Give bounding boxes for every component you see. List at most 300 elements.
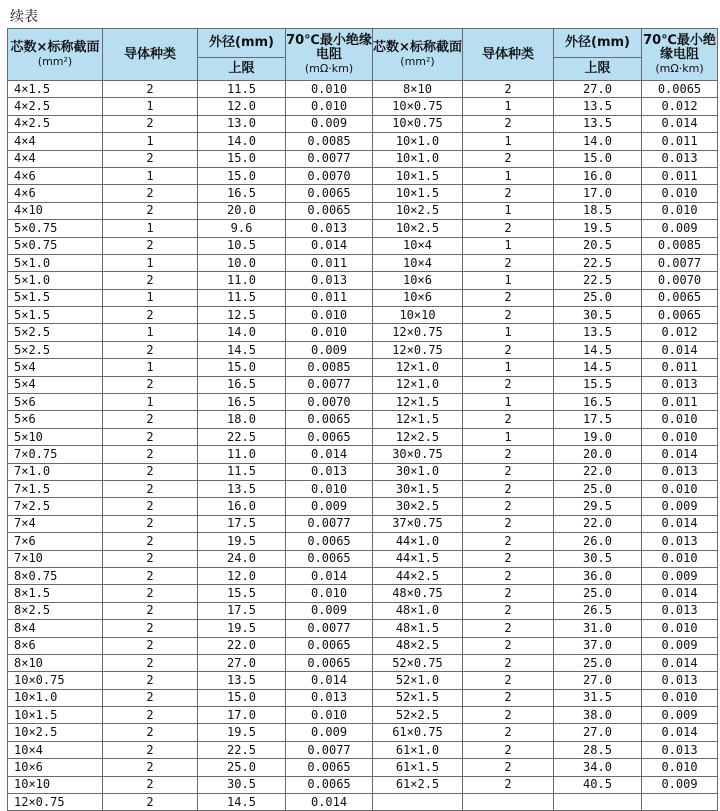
spec-cell: 10×0.75	[373, 115, 463, 132]
outer-diameter-cell: 19.5	[198, 724, 286, 741]
insulation-resistance-cell: 0.010	[286, 307, 373, 324]
table-row	[8, 394, 718, 411]
outer-diameter-cell: 12.5	[198, 307, 286, 324]
table-row	[8, 794, 718, 811]
outer-diameter-cell: 20.0	[554, 446, 642, 463]
conductor-type-cell: 2	[463, 307, 554, 324]
insulation-resistance-cell: 0.0077	[286, 741, 373, 758]
conductor-type-cell: 2	[103, 620, 198, 637]
insulation-resistance-cell: 0.0085	[286, 133, 373, 150]
insulation-resistance-cell: 0.010	[642, 428, 718, 445]
spec-cell: 37×0.75	[373, 515, 463, 532]
conductor-type-cell: 2	[463, 115, 554, 132]
spec-cell: 7×1.0	[8, 463, 103, 480]
conductor-type-cell: 1	[103, 254, 198, 271]
outer-diameter-cell: 13.5	[554, 324, 642, 341]
outer-diameter-cell: 13.5	[198, 480, 286, 497]
insulation-resistance-cell: 0.010	[642, 202, 718, 219]
insulation-resistance-cell: 0.013	[642, 741, 718, 758]
spec-cell: 5×4	[8, 359, 103, 376]
outer-diameter-cell: 18.0	[198, 411, 286, 428]
insulation-resistance-cell: 0.014	[286, 446, 373, 463]
table-row	[8, 585, 718, 602]
spec-cell: 5×1.0	[8, 272, 103, 289]
conductor-type-cell: 2	[463, 463, 554, 480]
table-row	[8, 759, 718, 776]
insulation-resistance-cell: 0.0065	[642, 81, 718, 98]
spec-cell: 7×4	[8, 515, 103, 532]
insulation-resistance-cell: 0.0065	[286, 550, 373, 567]
table-row	[8, 185, 718, 202]
outer-diameter-cell	[554, 794, 642, 811]
outer-diameter-cell: 17.5	[554, 411, 642, 428]
insulation-resistance-cell: 0.0070	[286, 394, 373, 411]
spec-cell: 12×1.5	[373, 394, 463, 411]
insulation-resistance-cell: 0.011	[286, 289, 373, 306]
spec-cell: 12×2.5	[373, 428, 463, 445]
outer-diameter-cell: 16.5	[198, 376, 286, 393]
outer-diameter-cell: 27.0	[554, 81, 642, 98]
spec-cell: 61×2.5	[373, 776, 463, 793]
spec-cell: 52×1.5	[373, 689, 463, 706]
conductor-type-cell: 2	[463, 672, 554, 689]
outer-diameter-cell: 14.0	[554, 133, 642, 150]
insulation-resistance-cell: 0.009	[286, 115, 373, 132]
insulation-resistance-cell: 0.013	[642, 463, 718, 480]
insulation-resistance-cell: 0.011	[642, 133, 718, 150]
insulation-resistance-cell: 0.009	[286, 602, 373, 619]
outer-diameter-cell: 22.5	[198, 428, 286, 445]
conductor-type-cell: 2	[103, 376, 198, 393]
table-row	[8, 515, 718, 532]
table-row	[8, 672, 718, 689]
outer-diameter-cell: 16.0	[554, 167, 642, 184]
conductor-type-cell: 2	[463, 150, 554, 167]
insulation-resistance-cell: 0.014	[642, 446, 718, 463]
conductor-type-cell: 2	[463, 741, 554, 758]
insulation-resistance-cell: 0.014	[642, 115, 718, 132]
conductor-type-cell: 2	[103, 724, 198, 741]
table-row	[8, 428, 718, 445]
insulation-resistance-cell: 0.014	[642, 724, 718, 741]
conductor-type-cell: 2	[463, 567, 554, 584]
spec-cell: 48×2.5	[373, 637, 463, 654]
conductor-type-cell: 2	[103, 672, 198, 689]
outer-diameter-cell: 16.5	[554, 394, 642, 411]
outer-diameter-cell: 25.0	[554, 654, 642, 671]
conductor-type-cell: 2	[103, 550, 198, 567]
outer-diameter-cell: 14.0	[198, 324, 286, 341]
spec-cell: 10×6	[373, 289, 463, 306]
insulation-resistance-cell: 0.013	[642, 602, 718, 619]
insulation-resistance-cell: 0.010	[286, 480, 373, 497]
insulation-resistance-cell: 0.014	[286, 567, 373, 584]
spec-cell: 30×1.5	[373, 480, 463, 497]
spec-cell: 7×6	[8, 533, 103, 550]
insulation-resistance-cell: 0.010	[286, 707, 373, 724]
insulation-resistance-cell: 0.014	[642, 515, 718, 532]
spec-cell: 5×10	[8, 428, 103, 445]
table-row	[8, 411, 718, 428]
spec-cell: 5×1.5	[8, 307, 103, 324]
header-spec-right	[373, 29, 463, 81]
insulation-resistance-cell: 0.011	[642, 167, 718, 184]
outer-diameter-cell: 22.5	[554, 272, 642, 289]
outer-diameter-cell: 31.5	[554, 689, 642, 706]
conductor-type-cell: 2	[103, 272, 198, 289]
insulation-resistance-cell: 0.010	[286, 81, 373, 98]
outer-diameter-cell: 19.5	[198, 533, 286, 550]
spec-cell: 61×1.0	[373, 741, 463, 758]
insulation-resistance-cell: 0.0065	[286, 637, 373, 654]
conductor-type-cell: 2	[103, 202, 198, 219]
insulation-resistance-cell: 0.0065	[286, 533, 373, 550]
table-row	[8, 359, 718, 376]
insulation-resistance-cell: 0.010	[286, 98, 373, 115]
header-ins-right	[642, 29, 718, 81]
outer-diameter-cell: 24.0	[198, 550, 286, 567]
conductor-type-cell: 2	[103, 637, 198, 654]
spec-cell: 12×1.0	[373, 376, 463, 393]
insulation-resistance-cell: 0.010	[642, 185, 718, 202]
header-spec-label: 芯数×标称截面	[10, 39, 100, 55]
insulation-resistance-cell: 0.013	[286, 463, 373, 480]
insulation-resistance-cell: 0.009	[642, 567, 718, 584]
conductor-type-cell: 2	[103, 602, 198, 619]
insulation-resistance-cell: 0.010	[286, 324, 373, 341]
insulation-resistance-cell: 0.014	[642, 341, 718, 358]
spec-cell: 10×4	[373, 254, 463, 271]
outer-diameter-cell: 16.5	[198, 185, 286, 202]
spec-cell: 5×0.75	[8, 237, 103, 254]
outer-diameter-cell: 20.5	[554, 237, 642, 254]
spec-cell: 52×0.75	[373, 654, 463, 671]
outer-diameter-cell: 22.0	[554, 515, 642, 532]
table-row	[8, 324, 718, 341]
outer-diameter-cell: 11.5	[198, 289, 286, 306]
insulation-resistance-cell: 0.0065	[286, 759, 373, 776]
spec-cell: 61×1.5	[373, 759, 463, 776]
conductor-type-cell: 2	[103, 185, 198, 202]
spec-cell: 10×10	[8, 776, 103, 793]
spec-cell: 44×2.5	[373, 567, 463, 584]
table-row	[8, 307, 718, 324]
conductor-type-cell: 2	[463, 707, 554, 724]
insulation-resistance-cell: 0.009	[642, 776, 718, 793]
table-row	[8, 550, 718, 567]
insulation-resistance-cell: 0.0065	[286, 776, 373, 793]
conductor-type-cell: 2	[103, 533, 198, 550]
table-row	[8, 220, 718, 237]
outer-diameter-cell: 14.0	[198, 133, 286, 150]
insulation-resistance-cell	[642, 794, 718, 811]
spec-cell: 10×1.5	[373, 167, 463, 184]
outer-diameter-cell: 12.0	[198, 567, 286, 584]
spec-cell: 12×0.75	[373, 324, 463, 341]
spec-cell: 52×1.0	[373, 672, 463, 689]
table-row	[8, 115, 718, 132]
conductor-type-cell: 2	[103, 341, 198, 358]
insulation-resistance-cell: 0.0077	[286, 150, 373, 167]
spec-cell: 4×2.5	[8, 98, 103, 115]
outer-diameter-cell: 22.0	[198, 637, 286, 654]
table-row	[8, 272, 718, 289]
conductor-type-cell: 2	[103, 741, 198, 758]
conductor-type-cell: 2	[103, 794, 198, 811]
table-row	[8, 133, 718, 150]
conductor-type-cell: 1	[463, 428, 554, 445]
spec-cell: 10×1.5	[373, 185, 463, 202]
header-spec-unit: (mm²)	[400, 54, 435, 68]
table-row	[8, 376, 718, 393]
insulation-resistance-cell: 0.010	[642, 480, 718, 497]
spec-cell	[373, 794, 463, 811]
spec-cell: 4×4	[8, 133, 103, 150]
insulation-resistance-cell: 0.009	[286, 724, 373, 741]
insulation-resistance-cell: 0.0065	[286, 202, 373, 219]
insulation-resistance-cell: 0.0085	[286, 359, 373, 376]
conductor-type-cell: 1	[463, 394, 554, 411]
conductor-type-cell: 2	[463, 81, 554, 98]
outer-diameter-cell: 15.0	[198, 150, 286, 167]
header-ins-unit: (mΩ·km)	[304, 61, 354, 75]
spec-cell: 7×1.5	[8, 480, 103, 497]
outer-diameter-cell: 15.0	[198, 689, 286, 706]
outer-diameter-cell: 22.5	[554, 254, 642, 271]
spec-cell: 48×1.5	[373, 620, 463, 637]
table-row	[8, 254, 718, 271]
insulation-resistance-cell: 0.010	[642, 550, 718, 567]
conductor-type-cell: 1	[463, 133, 554, 150]
spec-cell: 8×1.5	[8, 585, 103, 602]
spec-cell: 12×1.0	[373, 359, 463, 376]
header-spec-label: 芯数×标称截面	[373, 39, 462, 55]
conductor-type-cell: 1	[103, 289, 198, 306]
spec-cell: 4×2.5	[8, 115, 103, 132]
outer-diameter-cell: 20.0	[198, 202, 286, 219]
header-ins-label: 70℃最小绝缘电阻	[643, 32, 716, 62]
spec-cell: 44×1.0	[373, 533, 463, 550]
insulation-resistance-cell: 0.0070	[642, 272, 718, 289]
spec-cell: 5×2.5	[8, 324, 103, 341]
outer-diameter-cell: 25.0	[198, 759, 286, 776]
conductor-type-cell: 2	[463, 341, 554, 358]
outer-diameter-cell: 10.0	[198, 254, 286, 271]
table-row	[8, 167, 718, 184]
conductor-type-cell: 1	[103, 359, 198, 376]
conductor-type-cell: 2	[103, 115, 198, 132]
outer-diameter-cell: 27.0	[554, 724, 642, 741]
insulation-resistance-cell: 0.013	[286, 689, 373, 706]
spec-cell: 10×10	[373, 307, 463, 324]
conductor-type-cell: 2	[103, 567, 198, 584]
conductor-type-cell: 2	[103, 585, 198, 602]
spec-cell: 7×2.5	[8, 498, 103, 515]
table-row	[8, 463, 718, 480]
spec-cell: 4×1.5	[8, 81, 103, 98]
outer-diameter-cell: 22.0	[554, 463, 642, 480]
outer-diameter-cell: 30.5	[554, 307, 642, 324]
conductor-type-cell: 2	[103, 463, 198, 480]
insulation-resistance-cell: 0.013	[642, 672, 718, 689]
conductor-type-cell: 2	[463, 289, 554, 306]
outer-diameter-cell: 15.5	[554, 376, 642, 393]
outer-diameter-cell: 19.0	[554, 428, 642, 445]
outer-diameter-cell: 25.0	[554, 585, 642, 602]
outer-diameter-cell: 16.5	[198, 394, 286, 411]
insulation-resistance-cell: 0.0065	[286, 411, 373, 428]
spec-cell: 52×2.5	[373, 707, 463, 724]
outer-diameter-cell: 17.5	[198, 602, 286, 619]
conductor-type-cell: 1	[103, 220, 198, 237]
insulation-resistance-cell: 0.014	[286, 672, 373, 689]
conductor-type-cell: 2	[103, 411, 198, 428]
table-row	[8, 341, 718, 358]
insulation-resistance-cell: 0.0065	[286, 185, 373, 202]
conductor-type-cell: 2	[463, 550, 554, 567]
spec-cell: 5×6	[8, 394, 103, 411]
insulation-resistance-cell: 0.0077	[286, 620, 373, 637]
outer-diameter-cell: 38.0	[554, 707, 642, 724]
insulation-resistance-cell: 0.0077	[286, 376, 373, 393]
insulation-resistance-cell: 0.010	[642, 689, 718, 706]
conductor-type-cell: 2	[463, 637, 554, 654]
conductor-type-cell: 2	[103, 237, 198, 254]
conductor-type-cell: 2	[103, 689, 198, 706]
table-row	[8, 741, 718, 758]
spec-cell: 10×2.5	[373, 202, 463, 219]
insulation-resistance-cell: 0.011	[642, 394, 718, 411]
spec-cell: 10×4	[373, 237, 463, 254]
table-row	[8, 637, 718, 654]
header-type-right: 导体种类	[463, 29, 554, 81]
table-row	[8, 602, 718, 619]
outer-diameter-cell: 15.0	[554, 150, 642, 167]
spec-cell: 10×2.5	[8, 724, 103, 741]
spec-cell: 7×0.75	[8, 446, 103, 463]
conductor-type-cell: 2	[463, 411, 554, 428]
conductor-type-cell: 2	[463, 498, 554, 515]
outer-diameter-cell: 11.0	[198, 446, 286, 463]
header-ins-unit: (mΩ·km)	[655, 61, 704, 75]
table-row	[8, 81, 718, 98]
table-row	[8, 654, 718, 671]
insulation-resistance-cell: 0.009	[642, 707, 718, 724]
conductor-type-cell: 2	[103, 150, 198, 167]
conductor-type-cell: 1	[463, 359, 554, 376]
spec-cell: 5×1.5	[8, 289, 103, 306]
conductor-type-cell: 2	[463, 776, 554, 793]
insulation-resistance-cell: 0.009	[642, 498, 718, 515]
insulation-resistance-cell: 0.0065	[642, 307, 718, 324]
conductor-type-cell: 2	[103, 428, 198, 445]
spec-cell: 8×10	[373, 81, 463, 98]
conductor-type-cell: 2	[103, 307, 198, 324]
insulation-resistance-cell: 0.013	[642, 150, 718, 167]
table-row	[8, 567, 718, 584]
conductor-type-cell: 2	[103, 759, 198, 776]
header-od-sub-right: 上限	[554, 58, 642, 81]
conductor-type-cell: 1	[463, 324, 554, 341]
cable-spec-table	[7, 28, 718, 811]
insulation-resistance-cell: 0.010	[286, 585, 373, 602]
outer-diameter-cell: 25.0	[554, 289, 642, 306]
outer-diameter-cell: 11.5	[198, 463, 286, 480]
conductor-type-cell: 2	[463, 480, 554, 497]
outer-diameter-cell: 29.5	[554, 498, 642, 515]
conductor-type-cell: 2	[463, 220, 554, 237]
conductor-type-cell: 2	[103, 480, 198, 497]
table-row	[8, 98, 718, 115]
outer-diameter-cell: 13.0	[198, 115, 286, 132]
spec-cell: 8×10	[8, 654, 103, 671]
conductor-type-cell: 2	[463, 759, 554, 776]
conductor-type-cell: 2	[463, 515, 554, 532]
outer-diameter-cell: 14.5	[554, 359, 642, 376]
insulation-resistance-cell: 0.010	[642, 411, 718, 428]
outer-diameter-cell: 17.0	[198, 707, 286, 724]
spec-cell: 10×1.0	[8, 689, 103, 706]
outer-diameter-cell: 27.0	[198, 654, 286, 671]
spec-cell: 5×0.75	[8, 220, 103, 237]
spec-cell: 48×0.75	[373, 585, 463, 602]
table-row	[8, 498, 718, 515]
outer-diameter-cell: 30.5	[198, 776, 286, 793]
insulation-resistance-cell: 0.0077	[642, 254, 718, 271]
outer-diameter-cell: 36.0	[554, 567, 642, 584]
conductor-type-cell	[463, 794, 554, 811]
conductor-type-cell: 2	[463, 602, 554, 619]
outer-diameter-cell: 19.5	[554, 220, 642, 237]
insulation-resistance-cell: 0.014	[286, 237, 373, 254]
outer-diameter-cell: 37.0	[554, 637, 642, 654]
spec-cell: 10×0.75	[373, 98, 463, 115]
outer-diameter-cell: 27.0	[554, 672, 642, 689]
insulation-resistance-cell: 0.014	[286, 794, 373, 811]
spec-cell: 10×6	[8, 759, 103, 776]
spec-cell: 10×1.5	[8, 707, 103, 724]
table-row	[8, 289, 718, 306]
spec-cell: 10×1.0	[373, 133, 463, 150]
conductor-type-cell: 1	[103, 394, 198, 411]
outer-diameter-cell: 13.5	[554, 98, 642, 115]
conductor-type-cell: 2	[103, 446, 198, 463]
outer-diameter-cell: 25.0	[554, 480, 642, 497]
conductor-type-cell: 2	[103, 654, 198, 671]
insulation-resistance-cell: 0.009	[286, 498, 373, 515]
spec-cell: 8×6	[8, 637, 103, 654]
insulation-resistance-cell: 0.0065	[286, 654, 373, 671]
table-row	[8, 776, 718, 793]
spec-cell: 10×0.75	[8, 672, 103, 689]
conductor-type-cell: 2	[463, 446, 554, 463]
outer-diameter-cell: 9.6	[198, 220, 286, 237]
spec-cell: 8×0.75	[8, 567, 103, 584]
outer-diameter-cell: 18.5	[554, 202, 642, 219]
spec-cell: 4×6	[8, 167, 103, 184]
outer-diameter-cell: 14.5	[554, 341, 642, 358]
table-row	[8, 620, 718, 637]
table-row	[8, 480, 718, 497]
outer-diameter-cell: 31.0	[554, 620, 642, 637]
spec-cell: 8×4	[8, 620, 103, 637]
outer-diameter-cell: 14.5	[198, 794, 286, 811]
outer-diameter-cell: 16.0	[198, 498, 286, 515]
outer-diameter-cell: 22.5	[198, 741, 286, 758]
spec-cell: 10×4	[8, 741, 103, 758]
table-row	[8, 202, 718, 219]
insulation-resistance-cell: 0.009	[642, 220, 718, 237]
